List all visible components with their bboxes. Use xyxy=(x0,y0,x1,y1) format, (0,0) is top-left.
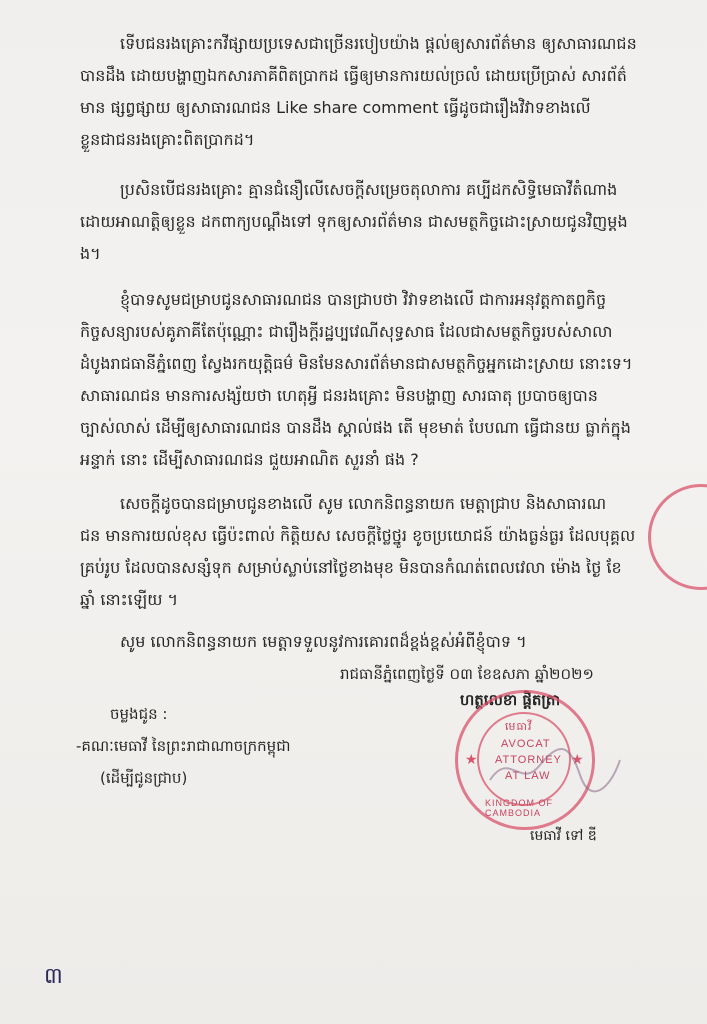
paragraph-2-line-1: ប្រសិនបើជនរងគ្រោះ គ្មានជំនឿលើសេចក្តីសម្រេចតុលាការ គប្បីដកសិទ្ធិមេធាវីតំណាង xyxy=(120,180,618,199)
paragraph-3-line-3: ដំបូងរាជធានីភ្នំពេញ ស្វែងរកយុត្តិធម៌ មិនមែនសារព័ត៌មានជាសមត្ថកិច្ចអ្នកដោះស្រាយ នោះទេ។ xyxy=(80,354,633,373)
paragraph-3-line-4: សាធារណជន មានការសង្ស័យថា ហេតុអ្វី ជនរងគ្រោះ មិនបង្ហាញ សារធាតុ ប្របាចឲ្យបាន xyxy=(80,386,598,405)
paragraph-3-line-2: កិច្ចសន្យារបស់គូភាគីតែប៉ុណ្ណោះ ជារឿងក្តីរដ្ឋប្បវេណីសុទ្ធសាធ ដែលជាសមត្ថកិច្ចរបស់សាលា xyxy=(80,322,613,341)
svg-text:★: ★ xyxy=(465,752,478,768)
page-mark: ៣ xyxy=(44,964,63,989)
paragraph-3-line-5: ច្បាស់លាស់ ដើម្បីឲ្យសាធារណជន បានដឹង ស្គាល់ផង តើ មុខមាត់ បែបណា ធ្វើជានយ ធ្លាក់ក្នុង xyxy=(80,418,631,437)
partial-seal-right xyxy=(648,484,707,590)
paragraph-2-line-2: ដោយអាណត្តិឲ្យខ្លួន ដកពាក្យបណ្តឹងទៅ ទុកឲ្យសារព័ត៌មាន ជាសមត្ថកិច្ចដោះស្រាយជូនវិញម្តង xyxy=(80,212,628,231)
paragraph-1-line-3: មាន ផ្សព្វផ្សាយ ឲ្យសាធារណជន Like share comment ធ្វើដូចជារឿងវិវាទខាងលើ xyxy=(80,98,591,117)
paragraph-4-line-2: ជន មានការយល់ខុស ធ្វើប៉ះពាល់ កិត្តិយស សេចក្តីថ្លៃថ្នូរ ខូចប្រយោជន៍ យ៉ាងធ្ងន់ធ្ងរ ដែលបុគ្គល xyxy=(80,526,636,545)
svg-text:★: ★ xyxy=(571,752,584,768)
cc-heading: ចម្លងជូន : xyxy=(110,705,168,723)
cc-recipient: -គណៈមេធាវី នៃព្រះរាជាណាចក្រកម្ពុជា xyxy=(76,737,291,755)
signature-scribble-icon xyxy=(480,740,630,800)
signature-name: មេធាវី ទៅ ឌី xyxy=(530,828,597,844)
paragraph-1-line-4: ខ្លួនជាជនរងគ្រោះពិតប្រាកដ។ xyxy=(80,130,255,149)
paragraph-3-line-6: អន្ទាក់ នោះ ដើម្បីសាធារណជន ជួយអាណិត សួរនាំ ផង ? xyxy=(80,450,419,469)
paragraph-1-line-1: ទើបជនរងគ្រោះកវីផ្សាយប្រទេសជាច្រើនរបៀបយ៉ាង ផ្តល់ឲ្យសារព័ត៌មាន ឲ្យសាធារណជន xyxy=(120,34,637,53)
paragraph-4-line-3: គ្រប់រូប ដែលបានសន្សំទុក សម្រាប់ស្លាប់នៅថ្ងៃខាងមុខ មិនបានកំណត់ពេលវេលា ម៉ោង ថ្ងៃ ខែ xyxy=(80,558,622,577)
paragraph-4-line-4: ឆ្នាំ នោះឡើយ ។ xyxy=(80,590,179,609)
seal-line-2: AVOCAT xyxy=(501,738,551,750)
paragraph-4-line-1: សេចក្តីដូចបានជម្រាបជូនខាងលើ សូម លោកនិពន្ធនាយក មេត្តាជ្រាប និងសាធារណ xyxy=(120,494,607,513)
paragraph-3-line-1: ខ្ញុំបាទសូមជម្រាបជូនសាធារណជន បានជ្រាបថា វិវាទខាងលើ ជាការអនុវត្តកាតព្វកិច្ច xyxy=(120,290,607,309)
date-line: រាជធានីភ្នំពេញថ្ងៃទី ០៣ ខែឧសភា ឆ្នាំ២០២១ xyxy=(340,665,594,683)
closing-line: សូម លោកនិពន្ធនាយក មេត្តាទទួលនូវការគោរពដ៏ខ្ពង់ខ្ពស់អំពីខ្ញុំបាទ ។ xyxy=(120,632,527,651)
seal-line-4: AT LAW xyxy=(505,770,551,782)
signature-title: ហត្ថលេខា ផ្តិតត្រា xyxy=(460,691,561,709)
seal-line-5: KINGDOM OF CAMBODIA xyxy=(485,798,553,818)
paragraph-1-line-2: បានដឹង ដោយបង្ហាញឯកសារភាគីពិតប្រាកដ ធ្វើឲ្យមានការយល់ច្រលំ ដោយប្រើប្រាស់ សារព័ត៌ xyxy=(80,66,627,85)
seal-line-1: មេធាវី xyxy=(505,721,533,733)
paragraph-2-line-3: ង។ xyxy=(80,244,101,263)
cc-note: (ដើម្បីជូនជ្រាប) xyxy=(100,769,188,787)
seal-line-3: ATTORNEY xyxy=(495,754,562,766)
